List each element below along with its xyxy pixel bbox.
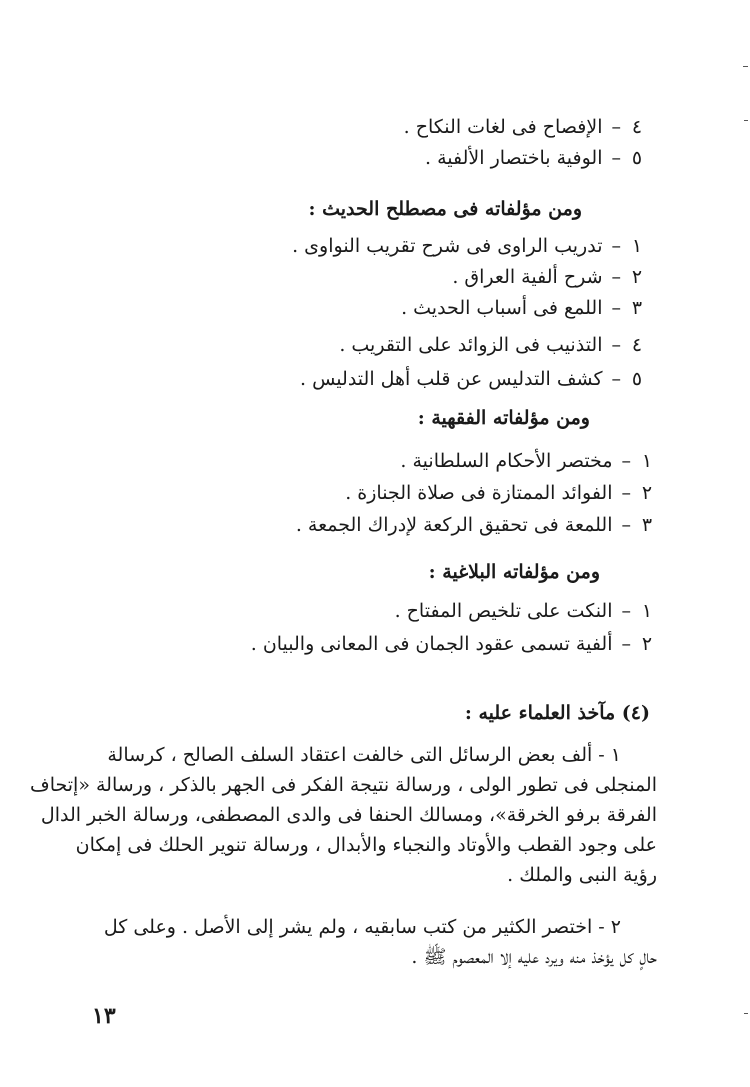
list-item: ٥–الوفية باختصار الألفية . xyxy=(425,143,644,173)
section-heading-fiqh: ومن مؤلفاته الفقهية : xyxy=(417,407,590,429)
paragraph-line: رؤية النبى والملك . xyxy=(507,864,657,886)
list-item: ٥–كشف التدليس عن قلب أهل التدليس . xyxy=(300,364,644,394)
item-text: التذنيب فى الزوائد على التقريب . xyxy=(339,334,603,356)
paragraph-line: المنجلى فى تطور الولى ، ورسالة نتيجة الفكر فى الجهر بالذكر ، ورسالة «إتحاف xyxy=(30,774,657,796)
list-item: ٢–ألفية تسمى عقود الجمان فى المعانى والبيان . xyxy=(251,629,654,659)
item-text: شرح ألفية العراق . xyxy=(452,266,603,288)
item-number: ٤ xyxy=(631,116,643,138)
paragraph xyxy=(30,740,657,890)
section-heading-hadith: ومن مؤلفاته فى مصطلح الحديث : xyxy=(308,198,582,220)
item-text: مختصر الأحكام السلطانية . xyxy=(400,450,613,472)
scan-mark xyxy=(743,66,748,67)
item-number: ١ xyxy=(631,235,643,257)
list-item: ١–النكت على تلخيص المفتاح . xyxy=(395,596,654,626)
item-text: الإفصاح فى لغات النكاح . xyxy=(403,116,603,138)
list-item: ٣–اللمعة فى تحقيق الركعة لإدراك الجمعة . xyxy=(296,510,654,540)
section-heading-critique: (٤) مآخذ العلماء عليه : xyxy=(464,702,650,724)
item-text: النكت على تلخيص المفتاح . xyxy=(394,600,613,622)
section-heading-balagha: ومن مؤلفاته البلاغية : xyxy=(428,561,600,583)
paragraph-line: الفرقة برفو الخرقة»، ومسالك الحنفا فى والدى المصطفى، ورسالة الخبر الدال xyxy=(40,804,657,826)
item-text: الوفية باختصار الألفية . xyxy=(425,147,603,169)
paragraph-line: ٢ - اختصر الكثير من كتب سابقيه ، ولم يشر إلى الأصل . وعلى كل xyxy=(103,916,621,938)
list-item: ٢–الفوائد الممتازة فى صلاة الجنازة . xyxy=(345,478,654,508)
item-number: ٢ xyxy=(641,633,653,655)
item-number: ٣ xyxy=(641,514,653,536)
item-text: ألفية تسمى عقود الجمان فى المعانى والبيان . xyxy=(250,633,613,655)
item-text: الفوائد الممتازة فى صلاة الجنازة . xyxy=(345,482,613,504)
paragraph xyxy=(95,912,657,972)
item-number: ٤ xyxy=(631,334,643,356)
item-text: اللمع فى أسباب الحديث . xyxy=(401,297,603,319)
item-number: ٢ xyxy=(631,266,643,288)
item-number: ٥ xyxy=(631,147,643,169)
item-text: تدريب الراوى فى شرح تقريب النواوى . xyxy=(292,235,603,257)
item-number: ١ xyxy=(641,450,653,472)
item-number: ١ xyxy=(641,600,653,622)
item-number: ٣ xyxy=(631,297,643,319)
list-item: ٤–الإفصاح فى لغات النكاح . xyxy=(404,112,644,142)
item-text: اللمعة فى تحقيق الركعة لإدراك الجمعة . xyxy=(295,514,613,536)
item-number: ٥ xyxy=(631,368,643,390)
list-item: ٣–اللمع فى أسباب الحديث . xyxy=(401,293,644,323)
list-item: ١–مختصر الأحكام السلطانية . xyxy=(400,446,654,476)
paragraph-line: حالٍ كل يؤخذ منه ويرد عليه إلا المعصوم ﷺ . xyxy=(411,946,657,968)
page-number: ١٣ xyxy=(92,1003,116,1029)
scan-mark xyxy=(744,120,748,121)
paragraph-line: ١ - ألف بعض الرسائل التى خالفت اعتقاد السلف الصالح ، كرسالة xyxy=(107,744,621,766)
paragraph-line: على وجود القطب والأوتاد والنجباء والأبدال ، ورسالة تنوير الحلك فى إمكان xyxy=(75,834,657,856)
list-item: ٢–شرح ألفية العراق . xyxy=(452,262,644,292)
item-number: ٢ xyxy=(641,482,653,504)
scan-mark xyxy=(744,1013,748,1014)
list-item: ٤–التذنيب فى الزوائد على التقريب . xyxy=(339,330,644,360)
item-text: كشف التدليس عن قلب أهل التدليس . xyxy=(300,368,603,390)
list-item: ١–تدريب الراوى فى شرح تقريب النواوى . xyxy=(292,231,644,261)
